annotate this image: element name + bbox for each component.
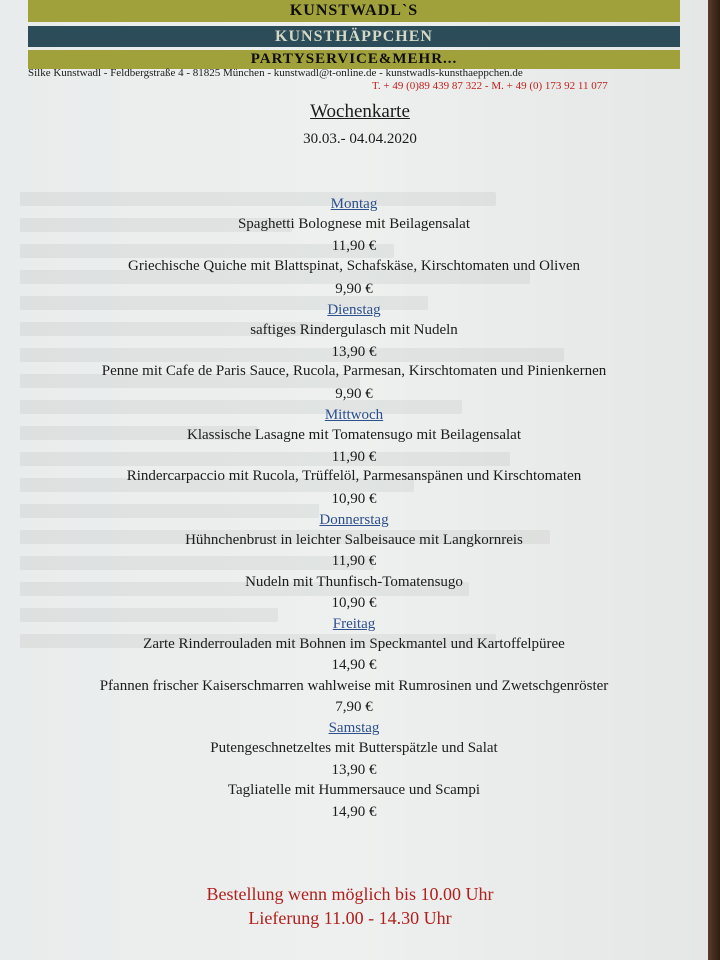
menu-item-price: 11,90 € bbox=[331, 553, 377, 569]
address-line: Silke Kunstwadl - Feldbergstraße 4 - 81825 München - kunstwadl@t-online.de - kunstwadls-kunsthaeppchen.de bbox=[28, 67, 523, 79]
menu-item-dish: Spaghetti Bolognese mit Beilagensalat bbox=[237, 216, 471, 232]
order-deadline-note: Bestellung wenn möglich bis 10.00 Uhr bbox=[206, 884, 494, 904]
menu-item-dish: Klassische Lasagne mit Tomatensugo mit Beilagensalat bbox=[186, 427, 521, 443]
delivery-time-note: Lieferung 11.00 - 14.30 Uhr bbox=[248, 908, 452, 928]
menu-item-price: 11,90 € bbox=[331, 238, 377, 254]
day-heading-donnerstag: Donnerstag bbox=[319, 512, 389, 528]
menu-item-price: 9,90 € bbox=[335, 386, 373, 402]
page-title: Wochenkarte bbox=[310, 101, 410, 122]
day-heading-freitag: Freitag bbox=[332, 616, 376, 632]
menu-item-price: 7,90 € bbox=[335, 699, 373, 715]
table-edge bbox=[708, 0, 720, 960]
menu-item-dish: Rindercarpaccio mit Rucola, Trüffelöl, Parmesanspänen und Kirschtomaten bbox=[126, 468, 582, 484]
menu-item-price: 11,90 € bbox=[331, 449, 377, 465]
day-heading-montag: Montag bbox=[330, 196, 378, 212]
menu-item-dish: Zarte Rinderrouladen mit Bohnen im Speckmantel und Kartoffelpüree bbox=[143, 636, 565, 652]
menu-item-price: 10,90 € bbox=[331, 595, 377, 611]
menu-item-price: 10,90 € bbox=[331, 491, 377, 507]
menu-item-price: 9,90 € bbox=[335, 281, 373, 297]
banner-company-name: KUNSTWADL`S bbox=[28, 0, 680, 22]
date-range: 30.03.- 04.04.2020 bbox=[303, 131, 417, 147]
menu-item-dish: saftiges Rindergulasch mit Nudeln bbox=[250, 322, 458, 338]
company-banner bbox=[28, 0, 680, 69]
day-heading-mittwoch: Mittwoch bbox=[324, 407, 384, 423]
menu-item-price: 14,90 € bbox=[331, 657, 377, 673]
menu-item-dish: Putengeschnetzeltes mit Butterspätzle und Salat bbox=[210, 740, 498, 756]
menu-item-dish: Griechische Quiche mit Blattspinat, Schafskäse, Kirschtomaten und Oliven bbox=[128, 258, 580, 274]
banner-tagline: KUNSTHÄPPCHEN bbox=[28, 26, 680, 47]
menu-item-dish: Nudeln mit Thunfisch-Tomatensugo bbox=[245, 574, 463, 590]
phone-line: T. + 49 (0)89 439 87 322 - M. + 49 (0) 173 92 11 077 bbox=[372, 80, 608, 92]
banner-services: PARTYSERVICE&MEHR... bbox=[28, 50, 680, 69]
menu-item-dish: Tagliatelle mit Hummersauce und Scampi bbox=[227, 782, 481, 798]
menu-item-price: 13,90 € bbox=[331, 762, 377, 778]
menu-item-dish: Penne mit Cafe de Paris Sauce, Rucola, Parmesan, Kirschtomaten und Pinienkernen bbox=[101, 363, 607, 379]
day-heading-samstag: Samstag bbox=[328, 720, 380, 736]
menu-item-dish: Hühnchenbrust in leichter Salbeisauce mit Langkornreis bbox=[185, 532, 523, 548]
menu-item-price: 13,90 € bbox=[331, 344, 377, 360]
menu-item-price: 14,90 € bbox=[331, 804, 377, 820]
day-heading-dienstag: Dienstag bbox=[327, 302, 381, 318]
menu-item-dish: Pfannen frischer Kaiserschmarren wahlweise mit Rumrosinen und Zwetschgenröster bbox=[99, 678, 609, 694]
